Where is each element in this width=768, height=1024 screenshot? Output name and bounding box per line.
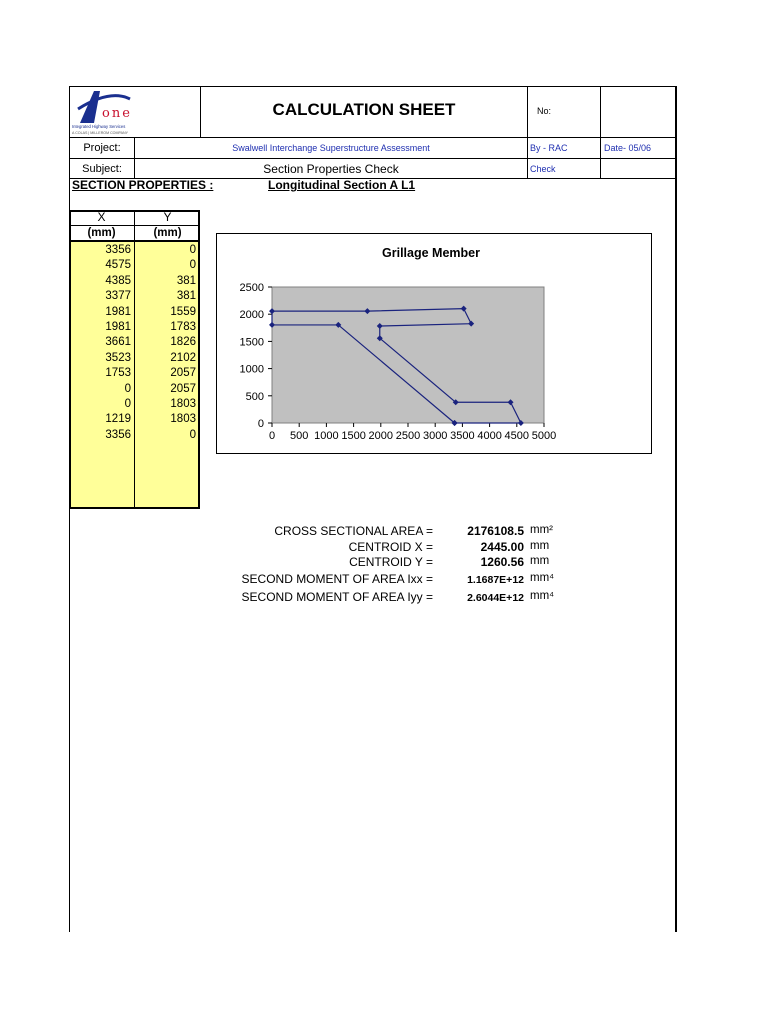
centroid-y-label: CENTROID Y =: [349, 555, 433, 569]
table-cell-x: 0: [124, 398, 131, 410]
no-label: No:: [537, 106, 552, 116]
table-cell-y: 2057: [170, 367, 196, 380]
y-tick-label: 500: [245, 390, 264, 403]
centroid-y-unit: mm: [530, 555, 550, 567]
table-cell-x: 3523: [105, 351, 131, 364]
table-cell-y: 2057: [170, 382, 196, 395]
centroid-x-label: CENTROID X =: [348, 540, 433, 554]
y-tick-label: 2000: [239, 309, 264, 322]
project-value: Swalwell Interchange Superstructure Assessment: [232, 143, 430, 153]
col-y-unit: (mm): [153, 227, 182, 239]
y-tick-label: 1500: [239, 336, 264, 349]
table-cell-y: 1803: [170, 413, 196, 426]
centroid-y-value: 1260.56: [480, 555, 524, 569]
table-cell-x: 4575: [105, 259, 131, 272]
logo-subtitle: Integrated Highway Services: [72, 124, 126, 129]
table-cell-x: 3661: [105, 336, 131, 349]
table-cell-y: 2102: [170, 351, 196, 364]
check-label: Check: [530, 163, 556, 174]
table-cell-x: 4385: [105, 274, 131, 287]
col-x-header: X: [97, 210, 106, 224]
x-tick-label: 2500: [395, 430, 421, 442]
table-cell-y: 0: [189, 428, 196, 441]
table-cell-y: 0: [189, 259, 196, 272]
table-cell-x: 3377: [105, 290, 131, 303]
table-cell-x: 3356: [105, 244, 131, 256]
ixx-value: 1.1687E+12: [467, 574, 524, 586]
table-cell-y: 1783: [170, 321, 196, 333]
chart-title: Grillage Member: [382, 246, 480, 260]
iyy-value: 2.6044E+12: [467, 592, 524, 604]
project-label: Project:: [83, 142, 121, 154]
table-cell-x: 1753: [105, 367, 131, 380]
section-subheading: Longitudinal Section A L1: [268, 178, 416, 192]
iyy-unit: mm⁴: [530, 590, 555, 602]
logo-company: A COLAS | MILLEROM COMPANY: [72, 131, 128, 135]
company-logo: [70, 87, 199, 137]
x-tick-label: 1000: [314, 430, 339, 442]
y-tick-label: 2500: [239, 282, 264, 294]
area-label: CROSS SECTIONAL AREA =: [274, 524, 433, 538]
x-tick-label: 1500: [341, 430, 366, 442]
x-tick-label: 4000: [477, 430, 502, 442]
x-tick-label: 0: [268, 430, 276, 442]
sheet-title: CALCULATION SHEET: [272, 100, 456, 119]
subject-label: Subject:: [82, 162, 122, 175]
x-tick-label: 3000: [422, 430, 448, 442]
x-tick-label: 500: [290, 430, 309, 442]
date-label: Date- 05/06: [604, 143, 652, 153]
table-cell-x: 1981: [105, 321, 131, 333]
centroid-x-value: 2445.00: [480, 540, 524, 554]
by-label: By - RAC: [530, 143, 568, 153]
x-tick-label: 2000: [368, 430, 394, 442]
centroid-x-unit: mm: [530, 540, 550, 552]
x-tick-label: 4500: [504, 430, 530, 442]
table-cell-x: 3356: [105, 428, 131, 441]
header-divider-no: [527, 86, 528, 178]
x-tick-label: 3500: [450, 430, 475, 442]
subject-value: Section Properties Check: [263, 161, 399, 176]
iyy-label: SECOND MOMENT OF AREA Iyy =: [241, 590, 433, 604]
header-divider-date: [600, 86, 601, 178]
table-cell-x: 1219: [105, 413, 131, 426]
logo-wordmark: one: [102, 106, 132, 121]
chart-area: [216, 233, 652, 454]
table-cell-x: 0: [124, 382, 131, 395]
y-tick-label: 1000: [239, 363, 264, 376]
col-y-header: Y: [163, 210, 172, 224]
section-heading: SECTION PROPERTIES :: [72, 178, 214, 192]
y-tick-label: 0: [257, 418, 264, 430]
coordinate-table: [69, 210, 200, 509]
table-cell-y: 381: [176, 290, 196, 303]
area-value: 2176108.5: [467, 524, 524, 538]
ixx-label: SECOND MOMENT OF AREA Ixx =: [241, 572, 433, 586]
table-cell-y: 381: [176, 274, 196, 287]
table-cell-y: 0: [189, 244, 196, 256]
table-cell-y: 1803: [170, 398, 196, 410]
x-tick-label: 5000: [531, 430, 557, 442]
ixx-unit: mm⁴: [530, 572, 555, 584]
chart-svg: [217, 234, 651, 453]
area-unit: mm²: [530, 524, 553, 536]
col-x-unit: (mm): [87, 227, 116, 239]
table-cell-y: 1826: [170, 336, 196, 349]
page-right-border: [675, 86, 677, 932]
table-cell-y: 1559: [170, 305, 196, 318]
table-cell-x: 1981: [105, 305, 131, 318]
